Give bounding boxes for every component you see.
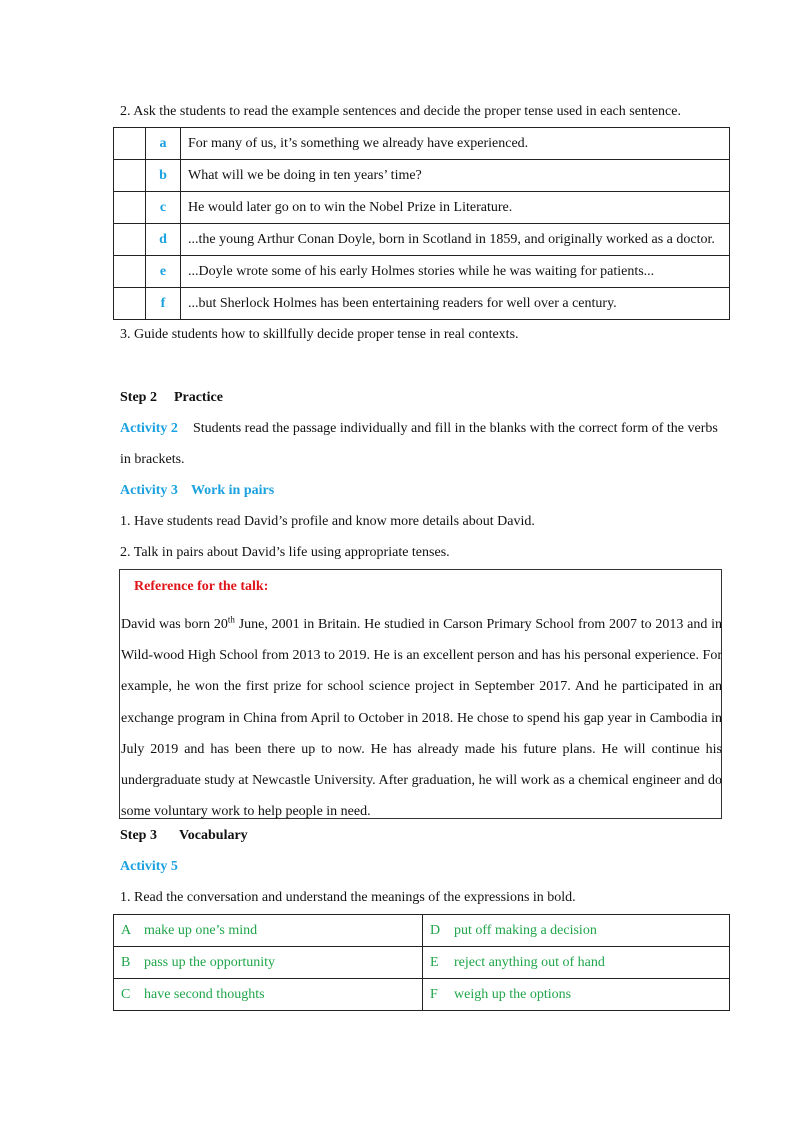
- table-row: [114, 256, 730, 288]
- expression-text: have second thoughts: [144, 986, 265, 1002]
- empty-cell: [114, 224, 146, 256]
- reference-text: [121, 609, 722, 827]
- table-row: [114, 160, 730, 192]
- table-row: [114, 947, 730, 979]
- expression-letter: B: [121, 954, 131, 970]
- expression-text: reject anything out of hand: [454, 954, 605, 970]
- table-row: [114, 192, 730, 224]
- expression-text: put off making a decision: [454, 922, 597, 938]
- step-number: Step 2: [120, 390, 157, 405]
- example-sentence: For many of us, it’s something we already have experienced.: [181, 128, 730, 160]
- tense-examples-table: [113, 127, 730, 320]
- activity5-item1: 1. Read the conversation and understand the meanings of the expressions in bold.: [120, 890, 576, 905]
- example-letter: a: [146, 128, 181, 160]
- step3-heading: [120, 827, 248, 845]
- activity3-label: Activity 3: [120, 483, 178, 498]
- activity5-label: Activity 5: [120, 859, 178, 874]
- table-row: [114, 915, 730, 947]
- step-title: Vocabulary: [178, 828, 248, 843]
- expression-cell: [423, 915, 730, 947]
- reference-text-start: David was born 20: [121, 617, 228, 632]
- activity3-heading: [120, 482, 274, 500]
- expression-cell: [423, 947, 730, 979]
- empty-cell: [114, 160, 146, 192]
- example-letter: e: [146, 256, 181, 288]
- activity2-line1: [120, 420, 718, 438]
- empty-cell: [114, 288, 146, 320]
- empty-cell: [114, 192, 146, 224]
- table-row: [114, 288, 730, 320]
- empty-cell: [114, 128, 146, 160]
- instruction-3: 3. Guide students how to skillfully decide proper tense in real contexts.: [120, 327, 519, 342]
- example-letter: d: [146, 224, 181, 256]
- expression-cell: [114, 915, 423, 947]
- expressions-table: [113, 914, 730, 1011]
- expression-text: pass up the opportunity: [144, 954, 276, 970]
- expression-letter: D: [430, 922, 441, 938]
- step2-heading: [120, 389, 223, 407]
- activity3-item1: 1. Have students read David’s profile and know more details about David.: [120, 514, 535, 529]
- activity2-text: Students read the passage individually and fill in the blanks with the correct form of the verbs: [192, 421, 718, 436]
- expression-letter: A: [121, 922, 132, 938]
- example-sentence: ...the young Arthur Conan Doyle, born in Scotland in 1859, and originally worked as a doctor.: [181, 224, 730, 256]
- example-sentence: ...Doyle wrote some of his early Holmes stories while he was waiting for patients...: [181, 256, 730, 288]
- step-title: Practice: [173, 390, 223, 405]
- activity2-line2: in brackets.: [120, 452, 185, 467]
- example-letter: f: [146, 288, 181, 320]
- expression-letter: F: [430, 986, 438, 1002]
- reference-title: Reference for the talk:: [134, 579, 269, 594]
- example-sentence: ...but Sherlock Holmes has been entertaining readers for well over a century.: [181, 288, 730, 320]
- expression-letter: E: [430, 954, 439, 970]
- expression-cell: [114, 947, 423, 979]
- expression-text: make up one’s mind: [144, 922, 258, 938]
- example-sentence: What will we be doing in ten years’ time?: [181, 160, 730, 192]
- ordinal-superscript: th: [227, 614, 235, 625]
- expression-cell: [423, 979, 730, 1011]
- table-row: [114, 224, 730, 256]
- expression-cell: [114, 979, 423, 1011]
- table-row: [114, 979, 730, 1011]
- expression-letter: C: [121, 986, 131, 1002]
- reference-box: [119, 569, 722, 819]
- step-number: Step 3: [120, 828, 157, 843]
- example-sentence: He would later go on to win the Nobel Prize in Literature.: [181, 192, 730, 224]
- activity2-label: Activity 2: [120, 421, 178, 436]
- reference-text-rest: June, 2001 in Britain. He studied in Carson Primary School from 2007 to 2013 and in Wild-wood High School from 2013 to 2019. He is an excellent person and has his personal experience. For example, he won the first prize for school science project in September 2017. And he participated in an exchange program in China from April to October in 2018. He chose to spend his gap year in Cambodia in July 2019 and has been there up to now. He has already made his future plans. He will continue his undergraduate study at Newcastle University. After graduation, he will work as a chemical engineer and do some voluntary work to help people in need.: [121, 617, 722, 820]
- table-row: [114, 128, 730, 160]
- activity3-item2: 2. Talk in pairs about David’s life using appropriate tenses.: [120, 545, 450, 560]
- example-letter: b: [146, 160, 181, 192]
- example-letter: c: [146, 192, 181, 224]
- empty-cell: [114, 256, 146, 288]
- expression-text: weigh up the options: [454, 986, 572, 1002]
- activity3-title: Work in pairs: [190, 483, 275, 498]
- instruction-2: 2. Ask the students to read the example sentences and decide the proper tense used in each sentence.: [120, 104, 681, 119]
